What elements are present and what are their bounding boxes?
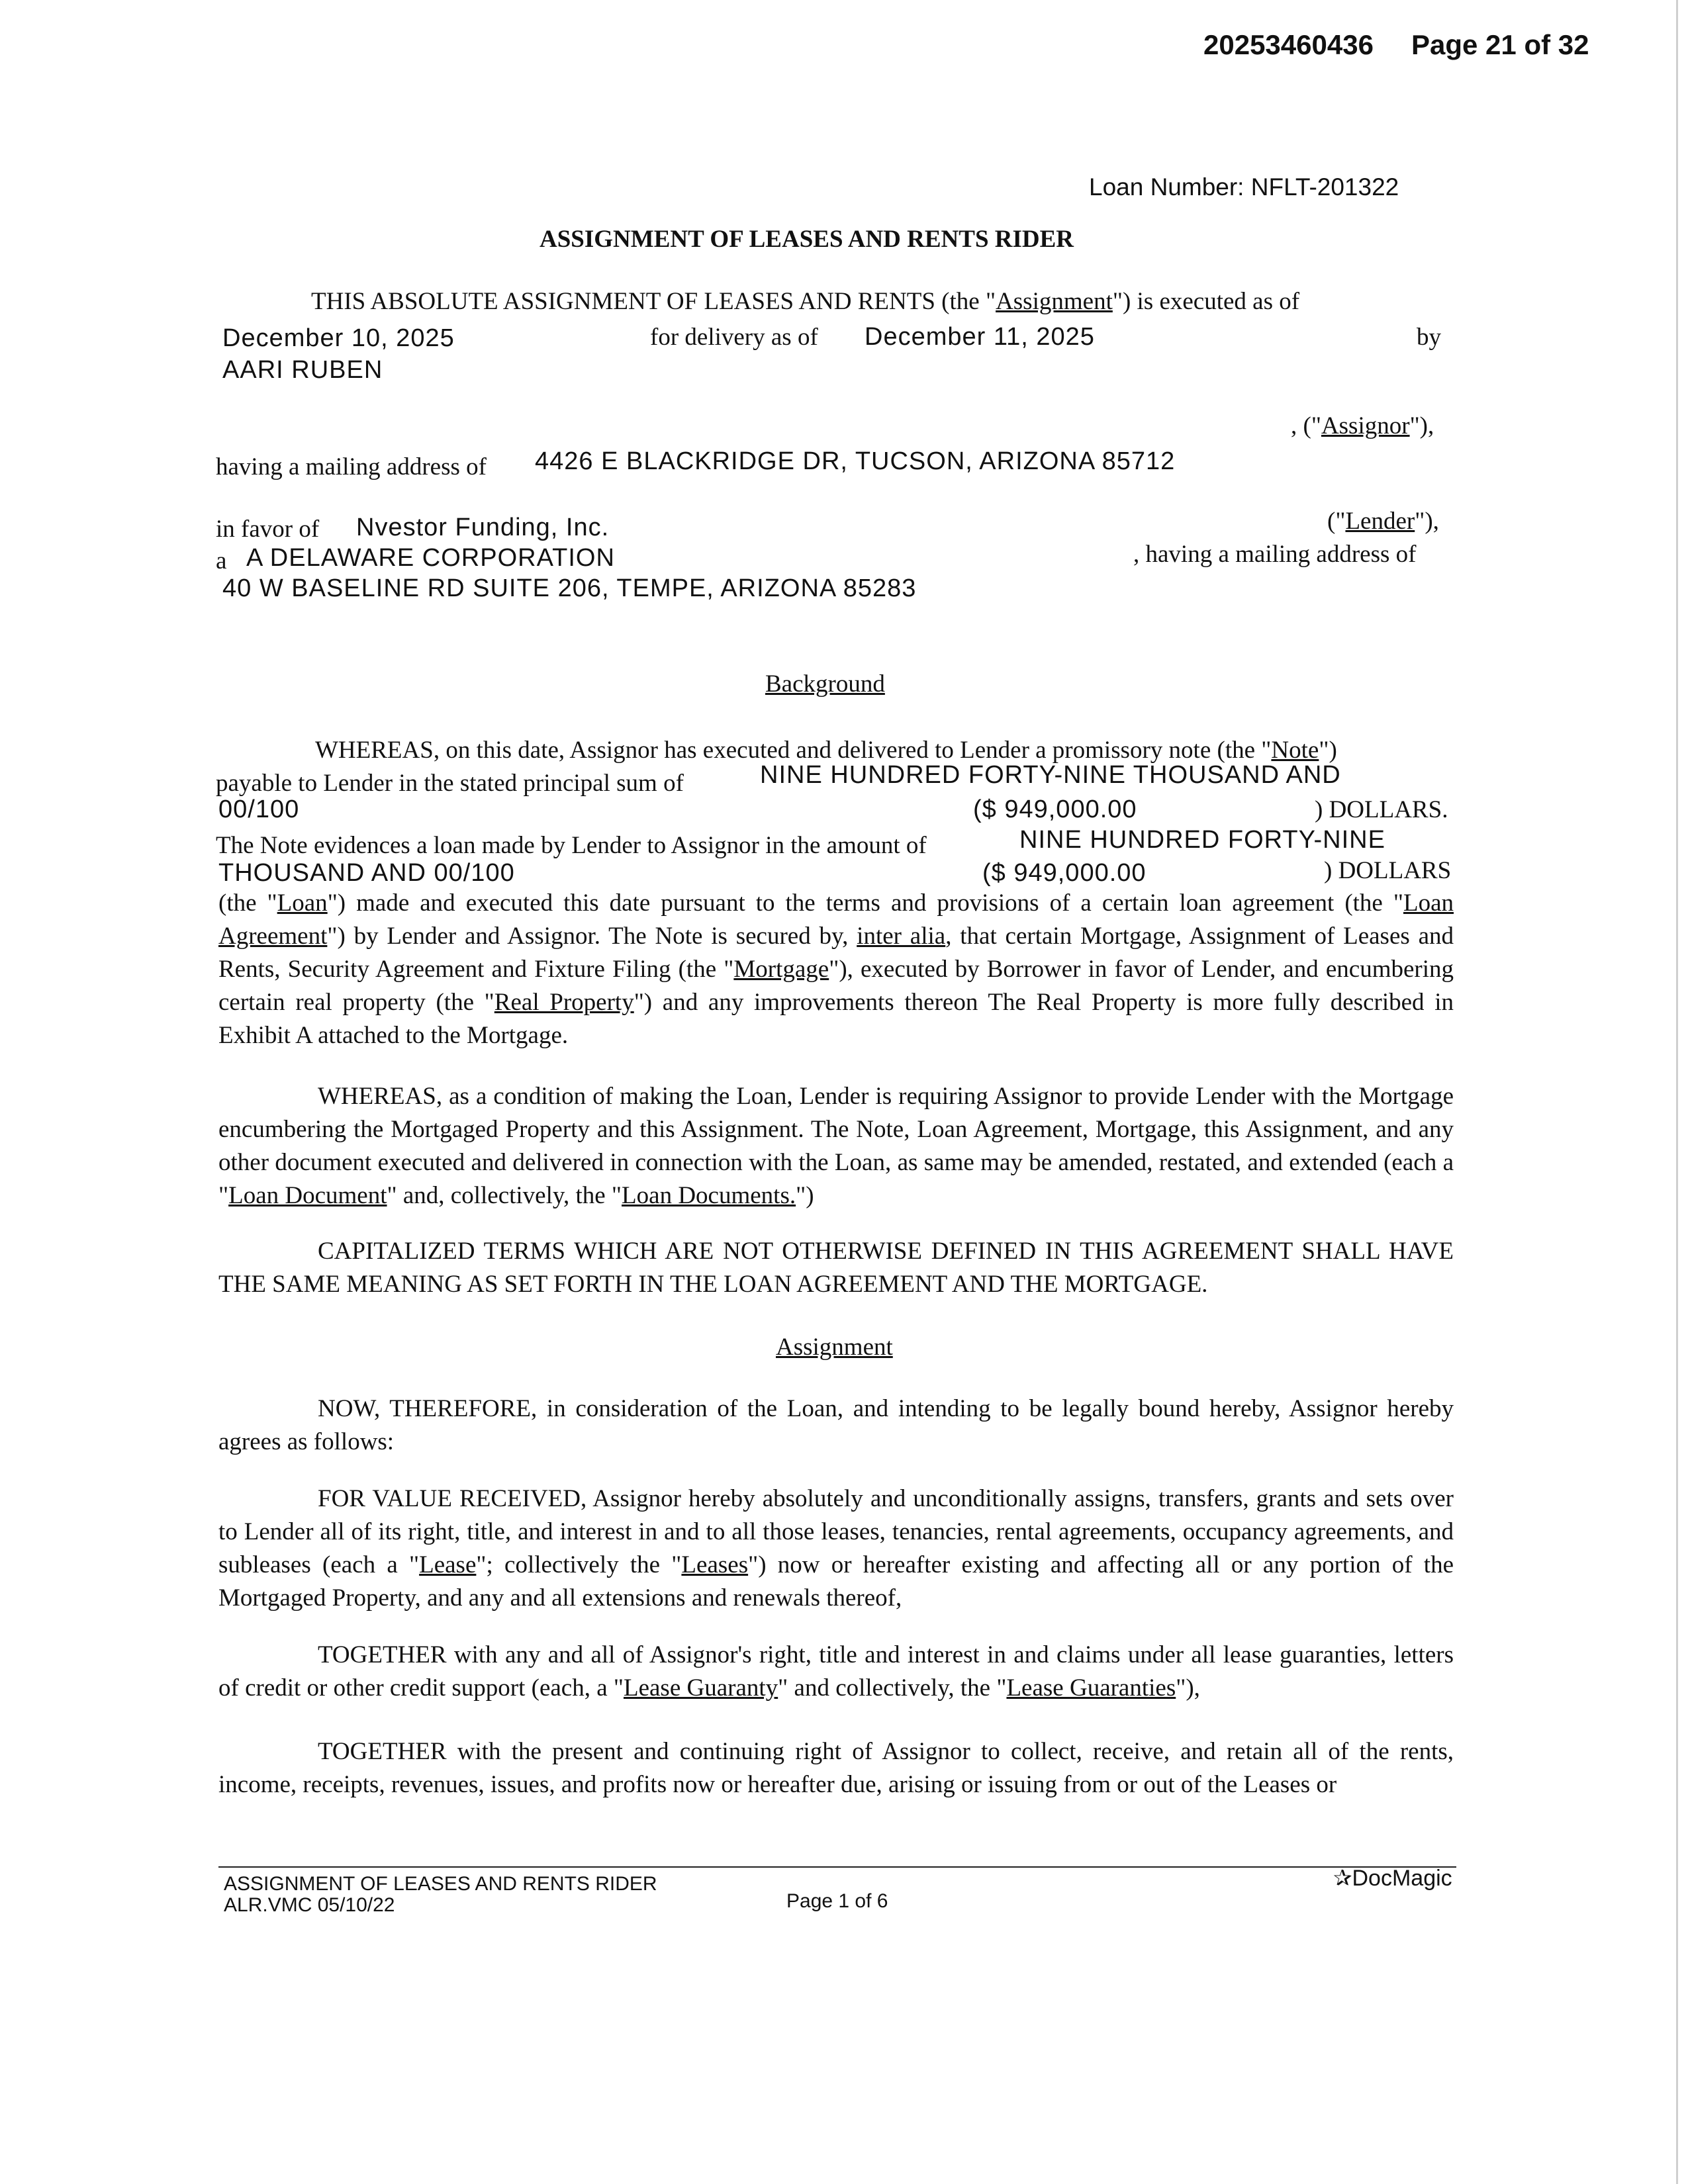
- bg-p1-line-4: The Note evidences a loan made by Lender to Assignor in the amount of: [216, 832, 927, 859]
- term-inter-alia: inter alia: [857, 923, 946, 950]
- docmagic-logo: [1333, 1865, 1452, 1891]
- term-assignor: Assignor: [1321, 412, 1410, 439]
- mailing-label: having a mailing address of: [216, 453, 487, 480]
- assignment-heading: Assignment: [776, 1334, 893, 1361]
- assignment-paragraph-2: FOR VALUE RECEIVED, Assignor hereby absolutely and unconditionally assigns, transfers, grants and sets over to Lender all of its right, title, and interest in and to all those leases, tenancies, rental agreements, occupancy agreements, and subleases (each a "Lease"; collectively the "Leases") now or hereafter existing and affecting all or any portion of the Mortgaged Property, and any and all extensions and renewals thereof,: [218, 1485, 1454, 1612]
- loan-amount-words-2: THOUSAND AND 00/100: [218, 859, 515, 887]
- loan-number: Loan Number: NFLT-201322: [1089, 173, 1399, 201]
- term-loan-documents: Loan Documents.: [622, 1182, 796, 1209]
- footer-page-number: Page 1 of 6: [786, 1890, 888, 1912]
- a-label: a: [216, 547, 227, 574]
- term-lease: Lease: [419, 1551, 477, 1578]
- assignment-paragraph-1: NOW, THEREFORE, in consideration of the Loan, and intending to be legally bound hereby, Assignor hereby agrees as follows:: [218, 1395, 1454, 1455]
- assignor-address: 4426 E BLACKRIDGE DR, TUCSON, ARIZONA 85712: [535, 447, 1176, 475]
- term-lease-guaranties: Lease Guaranties: [1006, 1674, 1176, 1702]
- term-lender: Lender: [1345, 508, 1415, 535]
- principal-words-2: 00/100: [218, 796, 300, 823]
- star-icon: ✰: [1333, 1866, 1352, 1891]
- bg-p1-line-1: WHEREAS, on this date, Assignor has executed and delivered to Lender a promissory note (the "Note"): [315, 737, 1337, 764]
- term-loan-agreement: Loan Agreement: [218, 889, 1454, 950]
- lender-address: 40 W BASELINE RD SUITE 206, TEMPE, ARIZONA 85283: [222, 574, 917, 602]
- loan-amount-words-1: NINE HUNDRED FORTY-NINE: [1019, 826, 1385, 854]
- docmagic-brand: DocMagic: [1352, 1866, 1452, 1891]
- lender-mailing-label: , having a mailing address of: [1133, 541, 1417, 568]
- by-label: by: [1417, 324, 1441, 351]
- delivery-date: December 11, 2025: [865, 323, 1095, 351]
- bg-p1-line-2: payable to Lender in the stated principal sum of: [216, 770, 684, 797]
- term-assignment: Assignment: [996, 288, 1113, 315]
- loan-amount: ($ 949,000.00: [982, 859, 1147, 887]
- bg-paragraph-2: WHEREAS, as a condition of making the Loan, Lender is requiring Assignor to provide Lender with the Mortgage encumbering the Mortgaged Property and this Assignment. The Note, Loan Agreement, Mortgage, this Assignment, and any other document executed and delivered in connection with the Loan, as same may be amended, restated, and extended (each a "Loan Document" and, collectively, the "Loan Documents."): [218, 1083, 1454, 1209]
- scan-edge-line: [1676, 0, 1678, 2184]
- lender-entity: A DELAWARE CORPORATION: [246, 544, 615, 572]
- background-heading: Background: [765, 670, 885, 698]
- lender-name: Nvestor Funding, Inc.: [356, 514, 610, 541]
- term-leases: Leases: [681, 1551, 749, 1578]
- document-title: ASSIGNMENT OF LEASES AND RENTS RIDER: [539, 226, 1074, 253]
- dollars-label-2: ) DOLLARS: [1324, 857, 1452, 884]
- favor-label: in favor of: [216, 516, 320, 543]
- lender-definition: ("Lender"),: [1327, 508, 1439, 535]
- assignor-definition: , ("Assignor"),: [1291, 412, 1434, 439]
- document-number: 20253460436: [1203, 29, 1374, 60]
- footer-rule: [218, 1866, 1456, 1868]
- page-counter: Page 21 of 32: [1411, 29, 1589, 60]
- assignment-paragraph-4: TOGETHER with the present and continuing right of Assignor to collect, receive, and retain all of the rents, income, receipts, revenues, issues, and profits now or hereafter due, arising or issuing from or out of the Leases or: [218, 1738, 1454, 1798]
- term-loan-document: Loan Document: [228, 1182, 387, 1209]
- term-real-property: Real Property: [494, 989, 634, 1016]
- footer-form-title: ASSIGNMENT OF LEASES AND RENTS RIDER: [224, 1873, 657, 1895]
- assignor-name: AARI RUBEN: [222, 356, 383, 384]
- intro-line-1: THIS ABSOLUTE ASSIGNMENT OF LEASES AND RENTS (the "Assignment") is executed as of: [311, 288, 1300, 315]
- executed-date: December 10, 2025: [222, 324, 455, 352]
- term-mortgage: Mortgage: [733, 956, 829, 983]
- term-loan: Loan: [277, 889, 328, 917]
- bg-paragraph-3: CAPITALIZED TERMS WHICH ARE NOT OTHERWISE DEFINED IN THIS AGREEMENT SHALL HAVE THE SAME MEANING AS SET FORTH IN THE LOAN AGREEMENT AND THE MORTGAGE.: [218, 1238, 1454, 1298]
- delivery-label: for delivery as of: [650, 324, 818, 351]
- term-note: Note: [1271, 737, 1319, 764]
- footer-form-code: ALR.VMC 05/10/22: [224, 1894, 395, 1916]
- bg-p1-continuation: (the "Loan") made and executed this date pursuant to the terms and provisions of a certain loan agreement (the "Loan Agreement") by Lender and Assignor. The Note is secured by, inter alia, that certain Mortgage, Assignment of Leases and Rents, Security Agreement and Fixture Filing (the "Mortgage"), executed by Borrower in favor of Lender, and encumbering certain real property (the "Real Property") and any improvements thereon The Real Property is more fully described in Exhibit A attached to the Mortgage.: [218, 889, 1454, 1049]
- term-lease-guaranty: Lease Guaranty: [623, 1674, 778, 1702]
- principal-amount: ($ 949,000.00: [973, 796, 1137, 823]
- dollars-label-1: ) DOLLARS.: [1315, 796, 1448, 823]
- assignment-paragraph-3: TOGETHER with any and all of Assignor's right, title and interest in and claims under all lease guaranties, letters of credit or other credit support (each, a "Lease Guaranty" and collectively, the "Lease Guaranties"),: [218, 1641, 1454, 1702]
- principal-words-1: NINE HUNDRED FORTY-NINE THOUSAND AND: [760, 761, 1341, 789]
